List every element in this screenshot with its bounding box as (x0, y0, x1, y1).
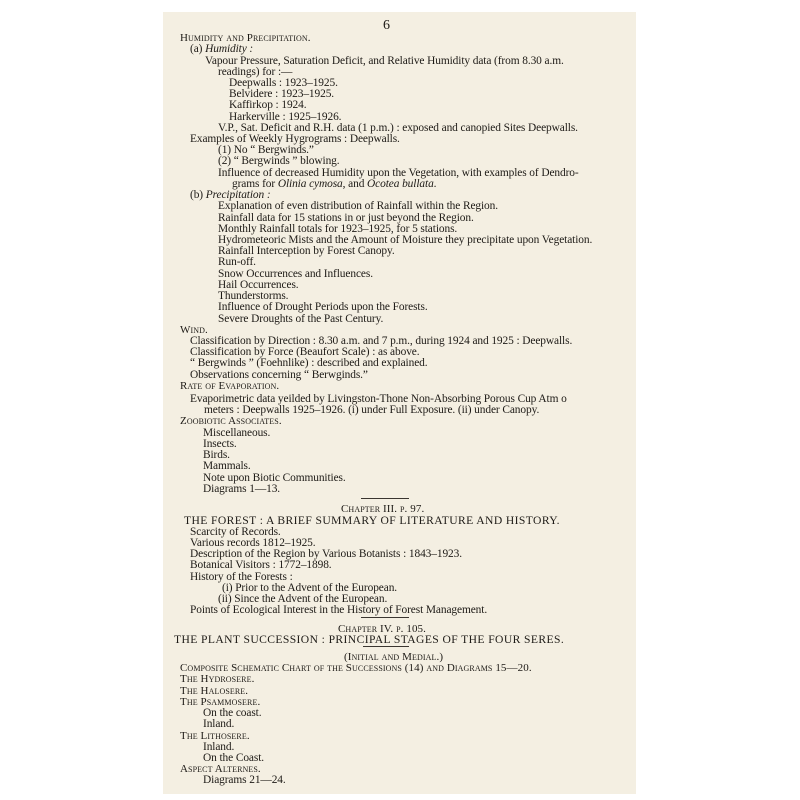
text-line: Classification by Direction : 8.30 a.m. and 7 p.m., during 1924 and 1925 : Deepwalls. (190, 335, 573, 347)
text-line: On the coast. (203, 707, 262, 720)
text-line: V.P., Sat. Deficit and R.H. data (1 p.m.) : exposed and canopied Sites Deepwalls. (218, 121, 578, 134)
text-line: Belvidere : 1923–1925. (229, 88, 335, 101)
text-line: Deepwalls : 1923–1925. (229, 76, 338, 89)
text-line: Monthly Rainfall totals for 1923–1925, for 5 stations. (218, 222, 458, 235)
text-line: Various records 1812–1925. (190, 536, 316, 549)
subsection-precipitation: (b) Precipitation : (190, 189, 271, 202)
text-line: (ii) Since the Advent of the European. (218, 593, 388, 605)
text-line: Observations concerning “ Berwginds.” (190, 368, 368, 381)
text-line: Severe Droughts of the Past Century. (218, 312, 384, 325)
chapter-title-iv: THE PLANT SUCCESSION : PRINCIPAL STAGES OF THE FOUR SERES. (174, 633, 565, 647)
chapter-heading-iii: Chapter III. p. 97. (341, 503, 425, 516)
chapter-title-iii: THE FOREST : A BRIEF SUMMARY OF LITERATURE AND HISTORY. (184, 513, 560, 527)
text-line: Mammals. (203, 460, 251, 473)
text-line: Thunderstorms. (218, 290, 289, 303)
text-line: Insects. (203, 437, 237, 450)
text-line: Run-off. (218, 256, 256, 269)
text-line: The Hydrosere. (180, 673, 255, 686)
text-line: The Lithosere. (180, 729, 250, 742)
subsection-humidity: (a) Humidity : (190, 43, 254, 56)
text-line: Classification by Force (Beaufort Scale) : as above. (190, 346, 420, 359)
text-line: Rainfall Interception by Forest Canopy. (218, 245, 395, 258)
document-page (163, 12, 636, 794)
divider-rule (361, 498, 409, 499)
text-line: Rainfall data for 15 stations in or just beyond the Region. (218, 211, 474, 224)
text-line: Inland. (203, 740, 235, 753)
text-line: Botanical Visitors : 1772–1898. (190, 559, 332, 572)
text-line: Evaporimetric data yeilded by Livingston-Thone Non-Absorbing Porous Cup Atm o (190, 392, 567, 405)
page-number: 6 (383, 17, 390, 33)
text-line: (i) Prior to the Advent of the European. (222, 581, 398, 594)
text-line: Hydrometeoric Mists and the Amount of Moisture they precipitate upon Vegetation. (218, 234, 593, 246)
chapter-heading-iv: Chapter IV. p. 105. (338, 622, 426, 635)
section-heading-humidity-precipitation: Humidity and Precipitation. (180, 32, 311, 44)
subheading-initial-medial: (Initial and Medial.) (344, 651, 444, 663)
text-line: Diagrams 21—24. (203, 774, 286, 787)
divider-rule (363, 646, 409, 647)
text-line: Composite Schematic Chart of the Successions (14) and Diagrams 15—20. (180, 662, 532, 675)
text-line: Aspect Alternes. (180, 763, 261, 776)
text-line: Harkerville : 1925–1926. (229, 110, 342, 123)
text-line: Examples of Weekly Hygrograms : Deepwalls. (190, 133, 400, 145)
text-line: Influence of decreased Humidity upon the Vegetation, with examples of Dendro- (218, 166, 579, 179)
text-line: History of the Forests : (190, 570, 293, 583)
text-line: Description of the Region by Various Botanists : 1843–1923. (190, 548, 462, 561)
text-line: On the Coast. (203, 751, 265, 764)
text-line: Diagrams 1—13. (203, 482, 281, 495)
text-line-dendrograms: grams for Olinia cymosa, and Ocotea bullata. (232, 177, 437, 190)
text-line: Explanation of even distribution of Rainfall within the Region. (218, 200, 498, 213)
text-line: readings) for :— (218, 65, 293, 78)
section-heading-zoobiotic: Zoobiotic Associates. (180, 415, 282, 428)
divider-rule (361, 617, 409, 618)
text-line: Points of Ecological Interest in the History of Forest Management. (190, 604, 488, 617)
text-line: Scarcity of Records. (190, 525, 281, 538)
text-line: Kaffirkop : 1924. (229, 99, 307, 112)
text-line: (1) No “ Bergwinds.” (218, 144, 314, 157)
text-line: (2) “ Bergwinds ” blowing. (218, 155, 340, 168)
text-line: Note upon Biotic Communities. (203, 471, 346, 484)
text-line: Influence of Drought Periods upon the Forests. (218, 301, 428, 314)
text-line: Inland. (203, 718, 235, 731)
text-line: Hail Occurrences. (218, 278, 299, 291)
text-line: Birds. (203, 449, 230, 461)
text-line: Miscellaneous. (203, 426, 271, 439)
text-line: Snow Occurrences and Influences. (218, 267, 373, 280)
text-line: The Halosere. (180, 684, 249, 697)
text-line: The Psammosere. (180, 695, 261, 708)
text-line: “ Bergwinds ” (Foehnlike) : described and explained. (190, 357, 428, 370)
text-line: meters : Deepwalls 1925–1926. (i) under Full Exposure. (ii) under Canopy. (204, 404, 540, 417)
section-heading-evaporation: Rate of Evaporation. (180, 379, 280, 392)
text-line: Vapour Pressure, Saturation Deficit, and Relative Humidity data (from 8.30 a.m. (205, 54, 564, 67)
section-heading-wind: Wind. (180, 323, 208, 336)
